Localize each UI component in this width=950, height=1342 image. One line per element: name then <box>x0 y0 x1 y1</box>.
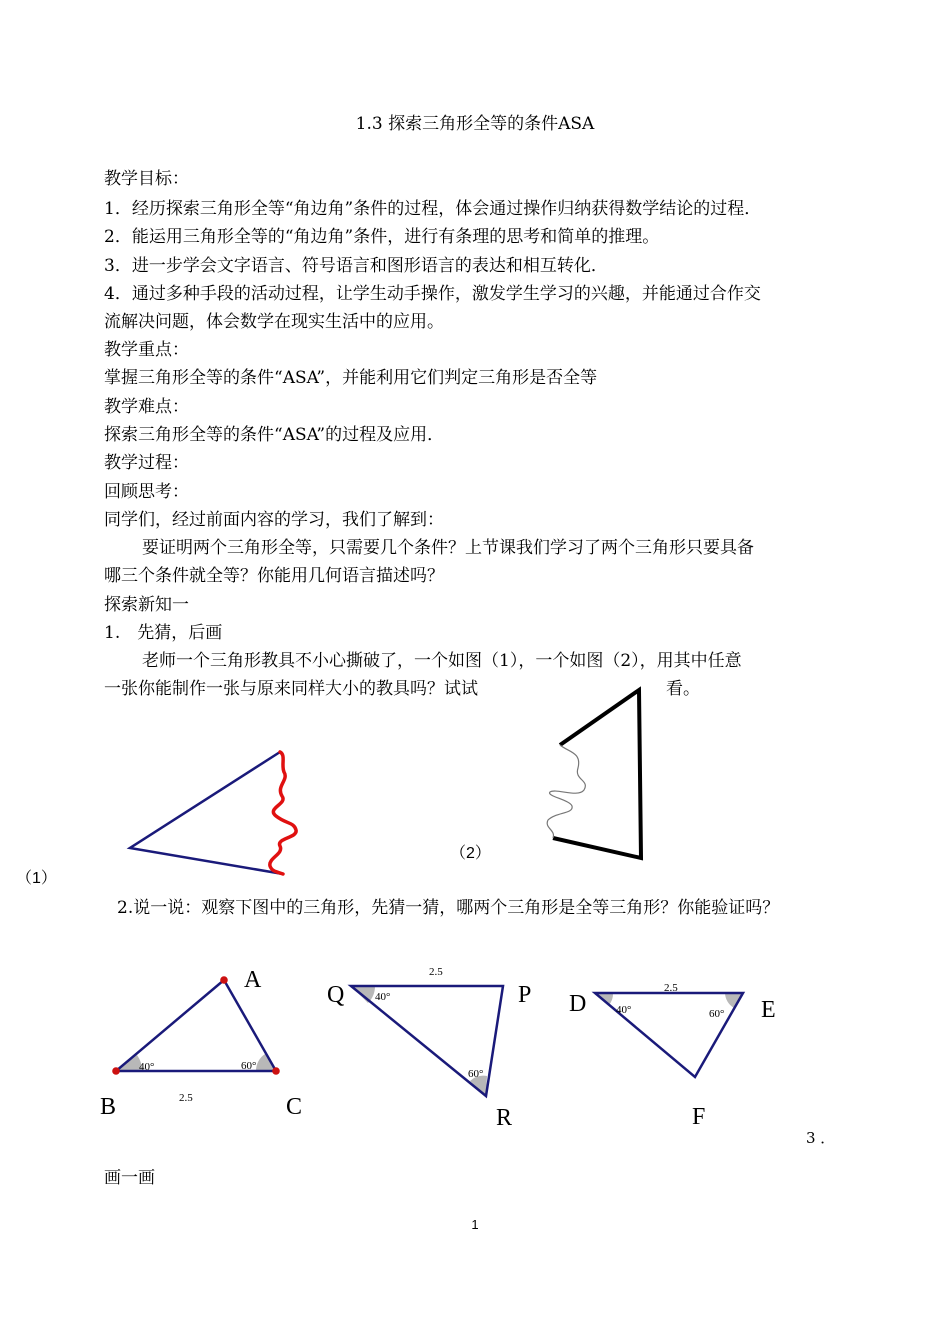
vertex-c-dot <box>272 1067 280 1075</box>
goal-item-4: 4．通过多种手段的活动过程，让学生动手操作，激发学生学习的兴趣，并能通过合作交 <box>104 284 761 304</box>
label-d: D <box>569 991 587 1017</box>
side-de-value: 2.5 <box>664 982 678 994</box>
angle-r-value: 60° <box>468 1068 484 1080</box>
explore-heading: 探索新知一 <box>104 595 189 615</box>
process-heading: 教学过程： <box>104 453 189 473</box>
goal-item-4-cont: 流解决问题，体会数学在现实生活中的应用。 <box>104 312 444 332</box>
angle-e-value: 60° <box>709 1008 725 1020</box>
page-number: 1 <box>471 1217 479 1232</box>
angle-b-value: 40° <box>139 1061 155 1073</box>
side-bc-value: 2.5 <box>179 1092 193 1104</box>
vertex-a-dot <box>220 976 228 984</box>
explore-step1: 1. 先猜，后画 <box>104 623 223 643</box>
step3-number: 3 ． <box>806 1129 836 1147</box>
label-c: C <box>286 1094 303 1120</box>
angle-d-value: 40° <box>616 1004 632 1016</box>
figure-2-label: （2） <box>450 845 491 862</box>
angle-c-arc <box>256 1054 276 1071</box>
label-f: F <box>692 1104 706 1130</box>
angle-q-value: 40° <box>375 991 391 1003</box>
explore-step2: 2.说一说：观察下图中的三角形，先猜一猜，哪两个三角形是全等三角形？你能验证吗？ <box>117 898 780 918</box>
review-question-line1: 要证明两个三角形全等，只需要几个条件？上节课我们学习了两个三角形只要具备 <box>142 538 754 558</box>
step3-heading: 画一画 <box>104 1168 155 1188</box>
explore-story-line2a: 一张你能制作一张与原来同样大小的教具吗？试试 <box>104 679 478 699</box>
difficulty-heading: 教学难点： <box>104 397 189 417</box>
difficulty-text: 探索三角形全等的条件“ASA”的过程及应用． <box>104 425 445 445</box>
side-qp-value: 2.5 <box>429 966 443 978</box>
vertex-b-dot <box>112 1067 120 1075</box>
label-q: Q <box>327 982 345 1008</box>
label-b: B <box>100 1094 117 1120</box>
review-heading: 回顾思考： <box>104 482 189 502</box>
key-point-text: 掌握三角形全等的条件“ASA”，并能利用它们判定三角形是否全等 <box>104 368 598 388</box>
goal-item-3: 3．进一步学会文字语言、符号语言和图形语言的表达和相互转化． <box>104 256 608 276</box>
explore-story-line1: 老师一个三角形教具不小心撕破了，一个如图（1），一个如图（2），用其中任意 <box>142 651 742 671</box>
label-r: R <box>496 1105 513 1131</box>
label-p: P <box>518 982 532 1008</box>
goal-item-2: 2．能运用三角形全等的“角边角”条件，进行有条理的思考和简单的推理。 <box>104 227 660 247</box>
review-intro: 同学们，经过前面内容的学习，我们了解到： <box>104 510 444 530</box>
goals-heading: 教学目标： <box>104 169 189 189</box>
key-point-heading: 教学重点： <box>104 340 189 360</box>
figure-1-label: （1） <box>16 870 57 887</box>
label-e: E <box>761 997 776 1023</box>
goal-item-1: 1．经历探索三角形全等“角边角”条件的过程，体会通过操作归纳获得数学结论的过程． <box>104 199 762 219</box>
label-a: A <box>244 967 262 993</box>
page-title: 1.3 探索三角形全等的条件ASA <box>355 114 595 134</box>
angle-c-value: 60° <box>241 1060 257 1072</box>
explore-story-line2b: 看。 <box>666 679 700 699</box>
review-question-line2: 哪三个条件就全等？你能用几何语言描述吗？ <box>104 566 444 586</box>
